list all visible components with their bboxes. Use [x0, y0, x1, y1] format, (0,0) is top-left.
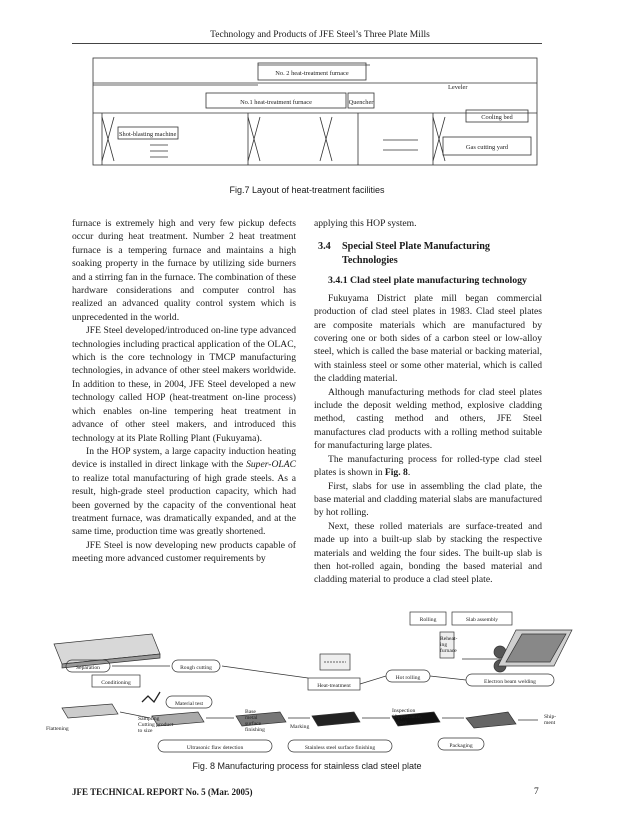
right-p3-end: . — [407, 467, 411, 479]
section-3-4-1-heading: 3.4.1 Clad steel plate manufacturing technology — [328, 275, 527, 287]
fig8-caption: Fig. 8 Manufacturing process for stainless clad steel plate — [192, 761, 422, 771]
running-header: Technology and Products of JFE Steel’s Three Plate Mills — [210, 30, 430, 40]
left-paragraph-2: JFE Steel developed/introduced on-line type advanced technologies including practical application of the OLAC, which is the core technology in TMCP manufacturing technologies, in advance of other steel makers worldwide. In addition to these, in 2004, JFE Steel developed a new technology called HOP (heat-treatment on-line process) which enables on-line tempering heat treatment in advance of other steel makers, and introduced this technology at its Plate Rolling Plant (Fukuyama). — [72, 325, 296, 444]
right-paragraph-0: applying this HOP system. — [314, 218, 417, 229]
fig8-shipment-label-1: Ship- — [544, 714, 557, 720]
fig8-base-label-3: surface — [245, 721, 262, 727]
footer-journal: JFE TECHNICAL REPORT No. 5 (Mar. 2005) — [72, 787, 253, 797]
fig7-quencher-label: Quencher — [348, 99, 374, 106]
fig8-reheating-label-3: furnace — [440, 648, 457, 654]
section-3-4-title — [342, 240, 490, 268]
section-3-4-title-line1: Special Steel Plate Manufacturing — [342, 241, 490, 253]
fig7-shot-blasting-label: Shot-blasting machine — [119, 131, 177, 138]
fig8-base-label-2: metal — [245, 715, 258, 721]
fig8-heat-treatment-label: Heat-treatment — [317, 683, 351, 689]
right-paragraph-2: Although manufacturing methods for clad steel plates include the deposit welding method, explosive cladding method, casting method and others, JFE Steel manufactures clad products with a rolling method suitable for manufacturing large plates. — [314, 386, 542, 452]
fig8-sampling-label-3: to size — [138, 728, 153, 734]
fig8-shipment-label-2: ment — [544, 720, 556, 726]
left-paragraph-1: furnace is extremely high and very few pickup defects occur during heat treatment. Number 2 heat treatment furnace is a tempering furnace and maintains a high soaking property in the furnace by utilizing side burners and a stirring fan in the furnace. The combination of these hardware considerations and computer control has realized an advanced quality control system which is unprecedented in the world. — [72, 218, 296, 323]
left-p3-start: In the HOP system, a large capacity induction heating device is installed in direct linkage with the — [72, 445, 296, 471]
fig8-flattening-label: Flattening — [46, 726, 69, 732]
fig8-process-diagram — [42, 608, 582, 760]
fig8-inspection-label-2: (Appearance, — [392, 714, 422, 720]
right-p3-start: The manufacturing process for rolled-type clad steel plates is shown in — [314, 453, 542, 479]
super-olac-term: Super-OLAC — [246, 459, 296, 471]
fig8-inspection-label-3: size) — [396, 720, 407, 726]
fig8-base-label-4: finishing — [245, 727, 265, 733]
fig7-caption: Fig.7 Layout of heat-treatment facilities — [229, 185, 385, 195]
fig8-stainless-label: Stainless steel surface finishing — [304, 745, 376, 751]
fig7-cooling-bed-label: Cooling bed — [481, 114, 513, 121]
left-paragraph-3 — [72, 445, 296, 539]
fig7-layout-diagram — [88, 55, 548, 190]
fig8-inspection-label-1: Inspection — [392, 708, 416, 714]
header-rule — [72, 43, 542, 44]
section-3-4-title-line2: Technologies — [342, 255, 398, 267]
right-column — [314, 217, 542, 587]
fig7-leveler-label: Leveler — [448, 84, 468, 91]
left-p3-end: to realize total manufacturing of high grade steels. As a result, high-grade steel production capacity, which had been governed by the capacity of the conventional heat treatment furnace, was dramatically expanded, and at the same time, production time was greatly shortened. — [72, 472, 296, 538]
left-column — [72, 217, 296, 566]
fig8-hot-rolling-label: Hot rolling — [395, 675, 421, 681]
fig8-rough-cutting-label: Rough cutting — [180, 665, 212, 671]
fig7-gas-cutting-label: Gas cutting yard — [465, 144, 509, 151]
fig7-no2-furnace-label: No. 2 heat-treatment furnace — [275, 70, 349, 77]
section-3-4-number: 3.4 — [318, 241, 331, 253]
fig8-conditioning-label: Conditioning — [101, 680, 131, 686]
fig8-marking-label: Marking — [290, 724, 310, 730]
left-paragraph-4: JFE Steel is now developing new products capable of meeting more advanced customer requirements by — [72, 539, 296, 565]
fig8-sampling-label-1: Sampling — [138, 716, 160, 722]
fig7-no1-furnace-label: No.1 heat-treatment furnace — [240, 99, 312, 106]
footer-page-number: 7 — [534, 787, 539, 797]
fig8-electron-beam-label: Electron beam welding — [484, 679, 536, 685]
fig8-separation-label: Separation — [76, 665, 100, 671]
right-paragraph-4: First, slabs for use in assembling the clad plate, the base material and cladding material slabs are manufactured by hot rolling. — [314, 480, 542, 519]
fig8-slab-assembly-label: Slab assembly — [465, 617, 499, 623]
right-paragraph-3 — [314, 453, 542, 480]
fig8-packaging-label: Packaging — [449, 743, 473, 749]
fig8-reference: Fig. 8 — [384, 467, 408, 479]
fig8-material-test-label: Material test — [174, 701, 204, 707]
fig8-reheating-label-2: ing — [440, 642, 448, 648]
right-paragraph-5: Next, these rolled materials are surface-treated and made up into a built-up slab by stacking the respective materials and welding the four sides. The built-up slab is then hot-rolled again, bonding the based material and cladding material to produce a clad steel plate. — [314, 520, 542, 586]
fig8-ultrasonic-label: Ultrasonic flaw detection — [186, 745, 244, 751]
fig8-base-label-1: Base — [245, 709, 256, 715]
fig8-reheating-label-1: Reheat- — [440, 636, 458, 642]
fig8-rolling-label: Rolling — [419, 617, 437, 623]
fig8-sampling-label-2: Cutting product — [138, 722, 174, 728]
section-3-4-heading — [314, 240, 542, 268]
right-paragraph-1: Fukuyama District plate mill began commercial production of clad steel plates in 1983. Clad steel plates are composite materials which are manufactured by covering one or both sides of a carbon steel or low-alloy steel, which is called the base material or backing material, with stainless steel or some other material, which is called the cladding material. — [314, 292, 542, 385]
